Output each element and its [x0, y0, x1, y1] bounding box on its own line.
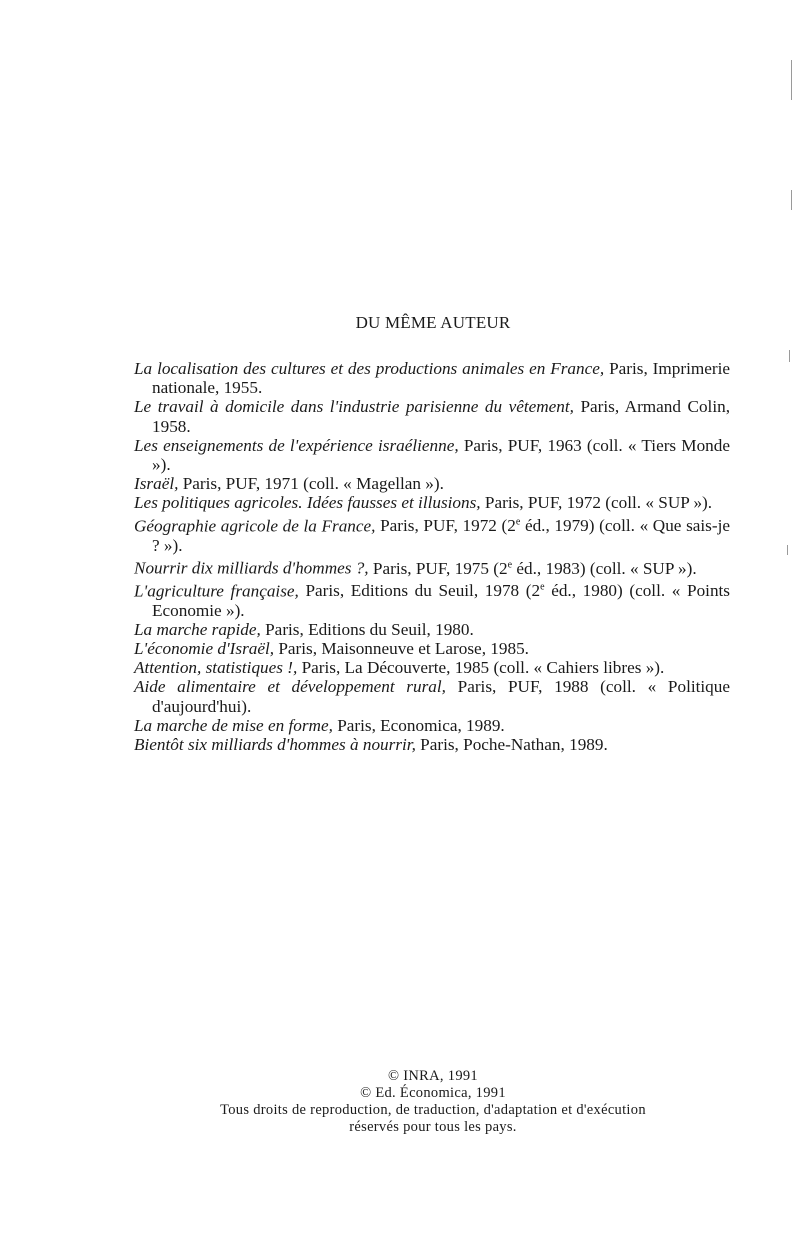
entry-title: Israël, — [134, 474, 179, 494]
ordinal-suffix: e — [540, 581, 545, 593]
rights-notice: Tous droits de reproduction, de traduction, d'adaptation et d'exécution — [220, 1102, 646, 1118]
entry-details: Paris, PUF, 1975 (2e éd., 1983) (coll. « SUP »). — [368, 558, 697, 578]
bibliography-entry — [134, 639, 730, 658]
entry-details: Paris, Maisonneuve et Larose, 1985. — [274, 639, 529, 659]
entry-title: Les politiques agricoles. Idées fausses et illusions, — [134, 493, 481, 513]
entry-details: Paris, Editions du Seuil, 1978 (2e éd., 1980) (coll. « Points Economie »). — [152, 581, 730, 620]
ordinal-suffix: e — [515, 516, 521, 528]
copyright-inra: © INRA, 1991 — [388, 1068, 478, 1084]
entry-details: Paris, Economica, 1989. — [332, 715, 505, 735]
entry-title: La marche rapide, — [134, 619, 261, 639]
scan-edge-mark — [791, 190, 792, 210]
entry-details: Paris, PUF, 1988 (coll. « Politique d'aujourd'hui). — [152, 677, 730, 716]
entry-details: Paris, PUF, 1972 (2e éd., 1979) (coll. « Que sais-je ? »). — [152, 516, 730, 555]
scan-edge-mark — [787, 545, 788, 555]
entry-details: Paris, Poche-Nathan, 1989. — [415, 735, 608, 755]
entry-title: Attention, statistiques !, — [134, 658, 298, 678]
bibliography-entry — [134, 513, 730, 555]
entry-title: La localisation des cultures et des productions animales en France, — [134, 359, 605, 378]
bibliography-entry — [134, 397, 730, 435]
entry-details: Paris, PUF, 1963 (coll. « Tiers Monde »). — [152, 435, 730, 475]
ordinal-suffix: e — [507, 558, 513, 570]
entry-title: Bientôt six milliards d'hommes à nourrir, — [134, 735, 416, 755]
entry-title: Géographie agricole de la France, — [134, 516, 376, 536]
bibliography-entry — [134, 474, 730, 493]
entry-details: Paris, Editions du Seuil, 1980. — [260, 619, 474, 639]
bibliography-list — [134, 359, 730, 754]
entry-title: Le travail à domicile dans l'industrie parisienne du vêtement, — [134, 397, 574, 417]
copyright-economica: © Ed. Économica, 1991 — [360, 1085, 506, 1101]
rights-notice-cont: réservés pour tous les pays. — [349, 1119, 517, 1135]
bibliography-entry — [134, 658, 730, 677]
entry-title: Aide alimentaire et développement rural, — [134, 677, 446, 697]
bibliography-entry — [134, 735, 730, 754]
entry-title: Les enseignements de l'expérience israélienne, — [134, 435, 459, 455]
entry-details: Paris, Imprimerie nationale, 1955. — [152, 359, 730, 398]
bibliography-entry — [134, 493, 730, 512]
entry-title: L'économie d'Israël, — [134, 639, 275, 659]
scan-edge-mark — [791, 60, 792, 100]
bibliography-entry — [134, 677, 730, 715]
entry-details: Paris, Armand Colin, 1958. — [152, 397, 730, 436]
scan-edge-mark — [789, 350, 790, 362]
copyright-block — [0, 1068, 800, 1136]
entry-title: L'agriculture française, — [134, 581, 299, 601]
bibliography-entry — [134, 620, 730, 639]
entry-title: Nourrir dix milliards d'hommes ?, — [134, 558, 369, 578]
entry-details: Paris, La Découverte, 1985 (coll. « Cahiers libres »). — [297, 658, 665, 678]
bibliography-entry — [134, 578, 730, 620]
page-heading: DU MÊME AUTEUR — [355, 313, 511, 332]
bibliography-entry — [134, 359, 730, 397]
entry-title: La marche de mise en forme, — [134, 715, 333, 735]
bibliography-entry — [134, 436, 730, 474]
bibliography-entry — [134, 555, 730, 578]
bibliography-entry — [134, 716, 730, 735]
entry-details: Paris, PUF, 1971 (coll. « Magellan »). — [178, 474, 444, 494]
entry-details: Paris, PUF, 1972 (coll. « SUP »). — [480, 493, 713, 513]
